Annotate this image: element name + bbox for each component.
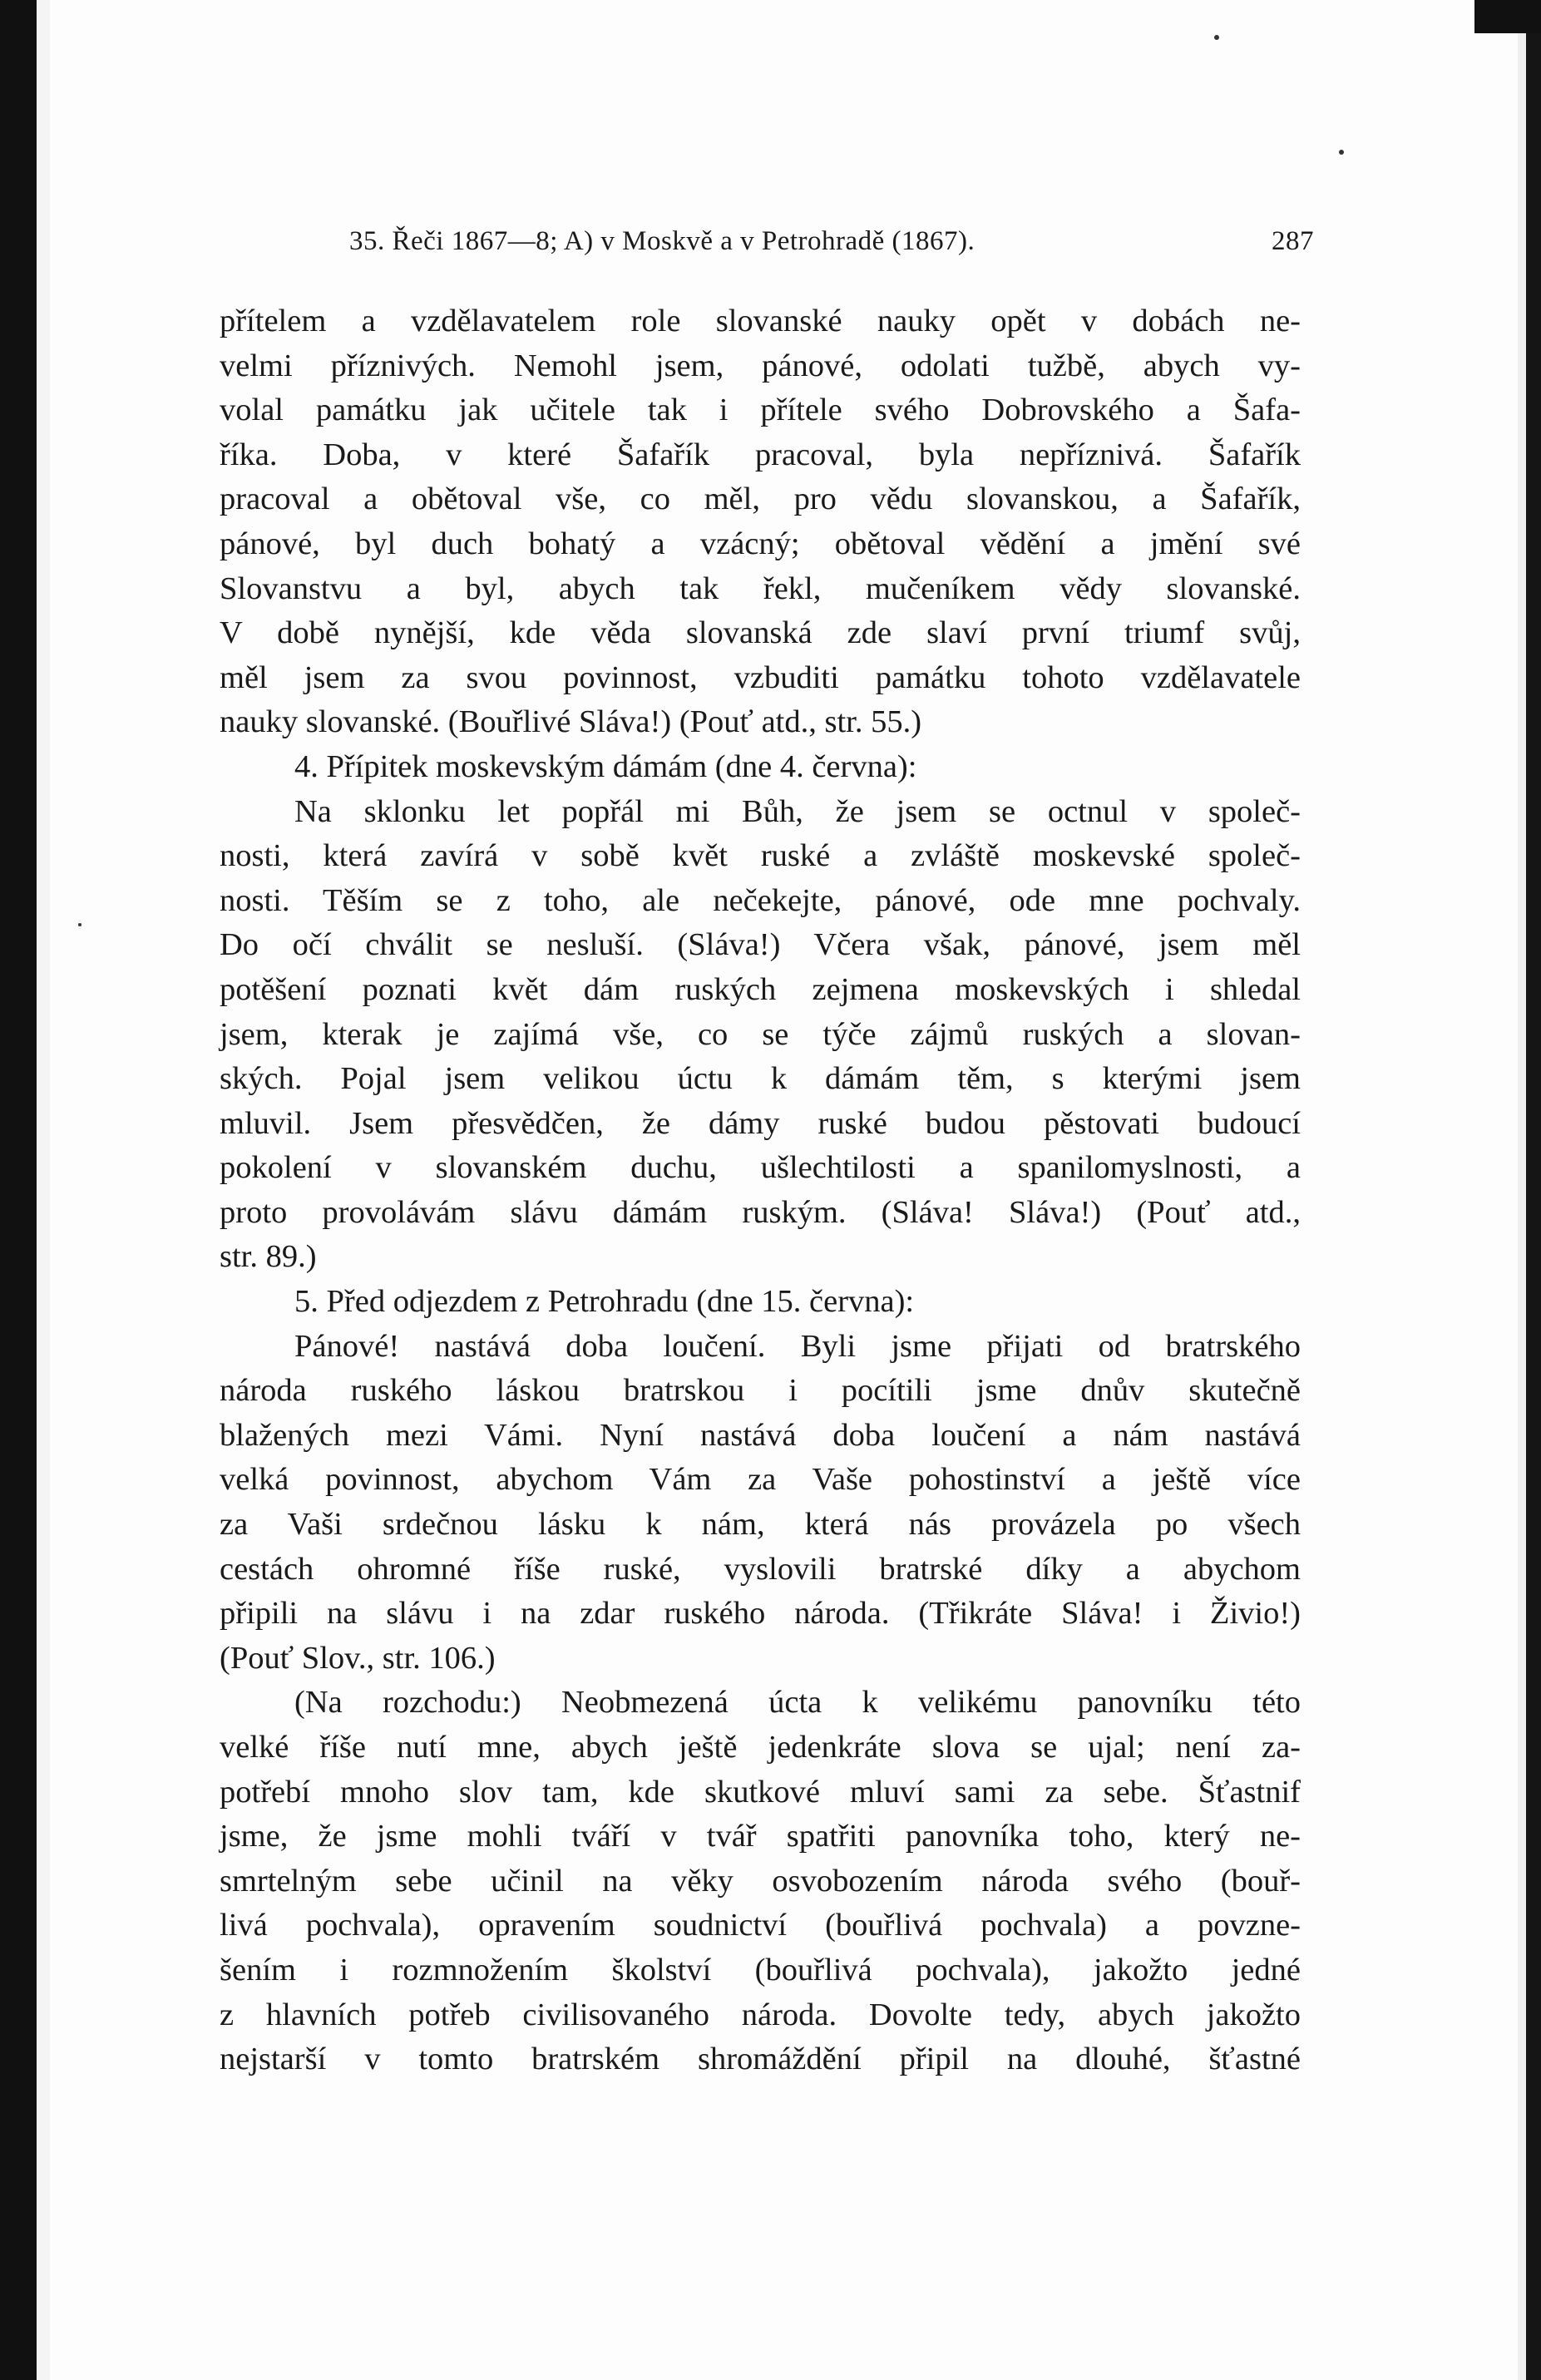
text-line: ských. Pojal jsem velikou úctu k dámám těm, s kterými jsem (220, 1061, 1301, 1097)
text-line: Do očí chválit se nesluší. (Sláva!) Včera však, pánové, jsem měl (220, 927, 1301, 963)
text-line: Slovanstvu a byl, abych tak řekl, mučeníkem vědy slovanské. (220, 570, 1301, 606)
text-line: potěšení poznati květ dám ruských zejmena moskevských i shledal (220, 971, 1301, 1007)
text-line: měl jsem za svou povinnost, vzbuditi památku tohoto vzdělavatele (220, 659, 1301, 695)
text-line: jsem, kterak je zajímá vše, co se týče zájmů ruských a slovan- (220, 1016, 1301, 1052)
text-line: národa ruského láskou bratrskou i pocítili jsme dnův skutečně (220, 1373, 1301, 1409)
text-line: nauky slovanské. (Bouřlivé Sláva!) (Pouť atd., str. 55.) (220, 704, 922, 740)
text-line: pánové, byl duch bohatý a vzácný; obětoval vědění a jmění své (220, 526, 1301, 561)
text-line: potřebí mnoho slov tam, kde skutkové mluví sami za sebe. Šťastnif (220, 1774, 1301, 1810)
text-line: Na sklonku let popřál mi Bůh, že jsem se octnul v společ- (294, 793, 1301, 829)
text-line: z hlavních potřeb civilisovaného národa. Dovolte tedy, abych jakožto (220, 1997, 1301, 2032)
text-line: pracoval a obětoval vše, co měl, pro vědu slovanskou, a Šafařík, (220, 481, 1301, 517)
text-line: V době nynější, kde věda slovanská zde slaví první triumf svůj, (220, 615, 1301, 651)
text-line: str. 89.) (220, 1239, 317, 1275)
section-heading: 4. Přípitek moskevským dámám (dne 4. června): (294, 748, 917, 784)
text-line: šením i rozmnožením školství (bouřlivá pochvala), jakožto jedné (220, 1952, 1301, 1987)
text-line: přítelem a vzdělavatelem role slovanské nauky opět v dobách ne- (220, 304, 1301, 338)
text-line: připili na slávu i na zdar ruského národa. (Třikráte Sláva! i Živio!) (220, 1596, 1301, 1632)
text-line: Pánové! nastává doba loučení. Byli jsme přijati od bratrského (294, 1328, 1301, 1364)
text-line: říka. Doba, v které Šafařík pracoval, byla nepříznivá. Šafařík (220, 437, 1301, 472)
page-number: 287 (1272, 226, 1314, 256)
text-line: velká povinnost, abychom Vám za Vaše pohostinství a ještě více (220, 1462, 1301, 1498)
scan-corner (1474, 0, 1541, 33)
text-line: nosti, která zavírá v sobě květ ruské a zvláště moskevské společ- (220, 838, 1301, 874)
text-line: nejstarší v tomto bratrském shromáždění připil na dlouhé, šťastné (220, 2042, 1301, 2077)
body-text (220, 299, 1301, 2082)
scan-margin-left (37, 0, 50, 2380)
scan-border-left (0, 0, 37, 2380)
text-line: (Pouť Slov., str. 106.) (220, 1640, 496, 1676)
header-title: 35. Řeči 1867—8; A) v Moskvě a v Petrohradě (1867). (349, 226, 975, 256)
text-line: blažených mezi Vámi. Nyní nastává doba loučení a nám nastává (220, 1417, 1301, 1453)
scan-speck (1214, 35, 1219, 40)
text-line: velké říše nutí mne, abych ještě jedenkráte slova se ujal; není za- (220, 1730, 1301, 1765)
text-line: (Na rozchodu:) Neobmezená úcta k velikému panovníku této (294, 1685, 1301, 1721)
text-line: livá pochvala), opravením soudnictví (bouřlivá pochvala) a povzne- (220, 1908, 1301, 1943)
text-line: volal památku jak učitele tak i přítele svého Dobrovského a Šafa- (220, 393, 1301, 428)
scan-margin-right (1518, 0, 1526, 2380)
text-line: za Vaši srdečnou lásku k nám, která nás provázela po všech (220, 1507, 1301, 1543)
scan-border-right (1526, 0, 1541, 2380)
running-header (349, 218, 1314, 268)
text-line: nosti. Těším se z toho, ale nečekejte, pánové, ode mne pochvaly. (220, 882, 1301, 918)
text-line: proto provolávám slávu dámám ruským. (Sláva! Sláva!) (Pouť atd., (220, 1194, 1301, 1230)
text-line: jsme, že jsme mohli tváří v tvář spatřiti panovníka toho, který ne- (220, 1819, 1301, 1854)
text-line: cestách ohromné říše ruské, vyslovili bratrské díky a abychom (220, 1551, 1301, 1587)
scan-speck (78, 923, 81, 926)
text-line: mluvil. Jsem přesvědčen, že dámy ruské budou pěstovati budoucí (220, 1105, 1301, 1141)
text-line: smrtelným sebe učinil na věky osvobozením národa svého (bouř- (220, 1863, 1301, 1899)
text-line: pokolení v slovanském duchu, ušlechtilosti a spanilomyslnosti, a (220, 1150, 1301, 1186)
section-heading: 5. Před odjezdem z Petrohradu (dne 15. června): (294, 1284, 915, 1320)
scan-speck (1339, 150, 1344, 155)
text-line: velmi příznivých. Nemohl jsem, pánové, odolati tužbě, abych vy- (220, 348, 1301, 383)
